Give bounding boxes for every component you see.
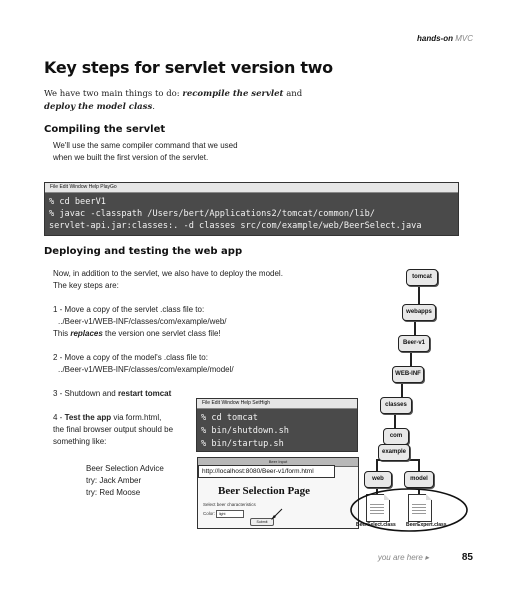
intro-text: and (283, 89, 303, 99)
output-line: try: Red Moose (86, 488, 141, 497)
deploy-intro-line: The key steps are: (53, 281, 119, 290)
intro-text: We have two main things to do: (44, 89, 183, 99)
browser-page-sub: Select beer characteristics (203, 502, 256, 507)
step-4-line: something like: (53, 437, 107, 446)
tree-node-classes: classes (380, 397, 412, 414)
expected-output (86, 463, 164, 499)
terminal-output (197, 409, 357, 454)
step-4-line: the final browser output should be (53, 425, 174, 434)
tree-node-beer-v1: Beer-v1 (398, 335, 430, 352)
step-1-note (53, 328, 353, 340)
you-are-here: you are here ▸ (377, 553, 429, 562)
tree-node-tomcat: tomcat (406, 269, 438, 286)
browser-url-field[interactable]: http://localhost:8080/Beer-v1/form.html (198, 465, 335, 478)
browser-title-bar: Beer Input (198, 458, 358, 467)
page-title: Key steps for servlet version two (44, 58, 333, 77)
terminal-line: % cd beerV1 (49, 197, 106, 207)
step-3-bold: restart tomcat (117, 389, 172, 398)
file-label-beerexpert: BeerExpert.class (406, 522, 447, 528)
color-label: Color: (203, 511, 216, 516)
output-line: try: Jack Amber (86, 476, 142, 485)
compile-heading: Compiling the servlet (44, 124, 166, 135)
highlight-circle (346, 486, 476, 534)
browser-window (197, 457, 359, 529)
cursor-arrow-icon (268, 508, 284, 522)
intro-bold: recompile the servlet (182, 89, 284, 99)
output-line: Beer Selection Advice (86, 464, 164, 473)
compile-body-line: We'll use the same compiler command that we used (53, 141, 238, 150)
step-1: 1 - Move a copy of the servlet .class file to: (53, 305, 205, 314)
terminal-line: servlet-api.jar:classes:. -d classes src/com/example/web/BeerSelect.java (49, 221, 422, 231)
terminal-output (45, 193, 458, 235)
tree-node-web-inf: WEB-INF (392, 366, 424, 383)
tree-node-example: example (378, 444, 410, 461)
intro-text: . (152, 102, 155, 112)
deploy-heading: Deploying and testing the web app (44, 246, 243, 257)
step-2-path: ../Beer-v1/WEB-INF/classes/com/example/model/ (58, 365, 234, 374)
terminal-menu-bar: File Edit Window Help SetHigh (197, 399, 357, 409)
running-header (417, 34, 473, 43)
compile-body-line: when we built the first version of the servlet. (53, 153, 209, 162)
submit-button[interactable]: Submit (250, 518, 274, 526)
intro-paragraph (44, 88, 374, 114)
tree-node-web: web (364, 471, 392, 488)
terminal-line: % javac -classpath /Users/bert/Applications2/tomcat/common/lib/ (49, 209, 375, 219)
intro-bold: deploy the model class (44, 102, 153, 112)
terminal-line: % bin/startup.sh (201, 439, 284, 449)
compile-terminal (44, 182, 459, 236)
tree-node-model: model (404, 471, 434, 488)
browser-page-heading: Beer Selection Page (218, 485, 311, 497)
deploy-intro-line: Now, in addition to the servlet, we also have to deploy the model. (53, 269, 283, 278)
note-emphasis: replaces (70, 329, 103, 338)
note-text: This (53, 329, 71, 338)
step-1-path: ../Beer-v1/WEB-INF/classes/com/example/web/ (58, 317, 227, 326)
step-4-bold: Test the app (64, 413, 112, 422)
color-select[interactable]: light (216, 510, 244, 518)
header-bold: hands-on (417, 34, 453, 43)
terminal-line: % cd tomcat (201, 413, 258, 423)
tree-node-webapps: webapps (402, 304, 436, 321)
step-3-text: 3 - Shutdown and (53, 389, 118, 398)
step-4-text: via form.html, (111, 413, 162, 422)
compile-body (53, 140, 238, 164)
step-2: 2 - Move a copy of the model's .class file to: (53, 353, 208, 362)
file-label-beerselect: BeerSelect.class (356, 522, 396, 528)
directory-tree (346, 266, 476, 541)
tomcat-terminal (196, 398, 358, 452)
terminal-line: % bin/shutdown.sh (201, 426, 289, 436)
header-light: MVC (453, 34, 473, 43)
page-number: 85 (461, 552, 473, 563)
terminal-menu-bar: File Edit Window Help PlayGo (45, 183, 458, 193)
step-4-text: 4 - (53, 413, 65, 422)
note-text: the version one servlet class file! (102, 329, 221, 338)
tree-node-com: com (383, 428, 409, 445)
